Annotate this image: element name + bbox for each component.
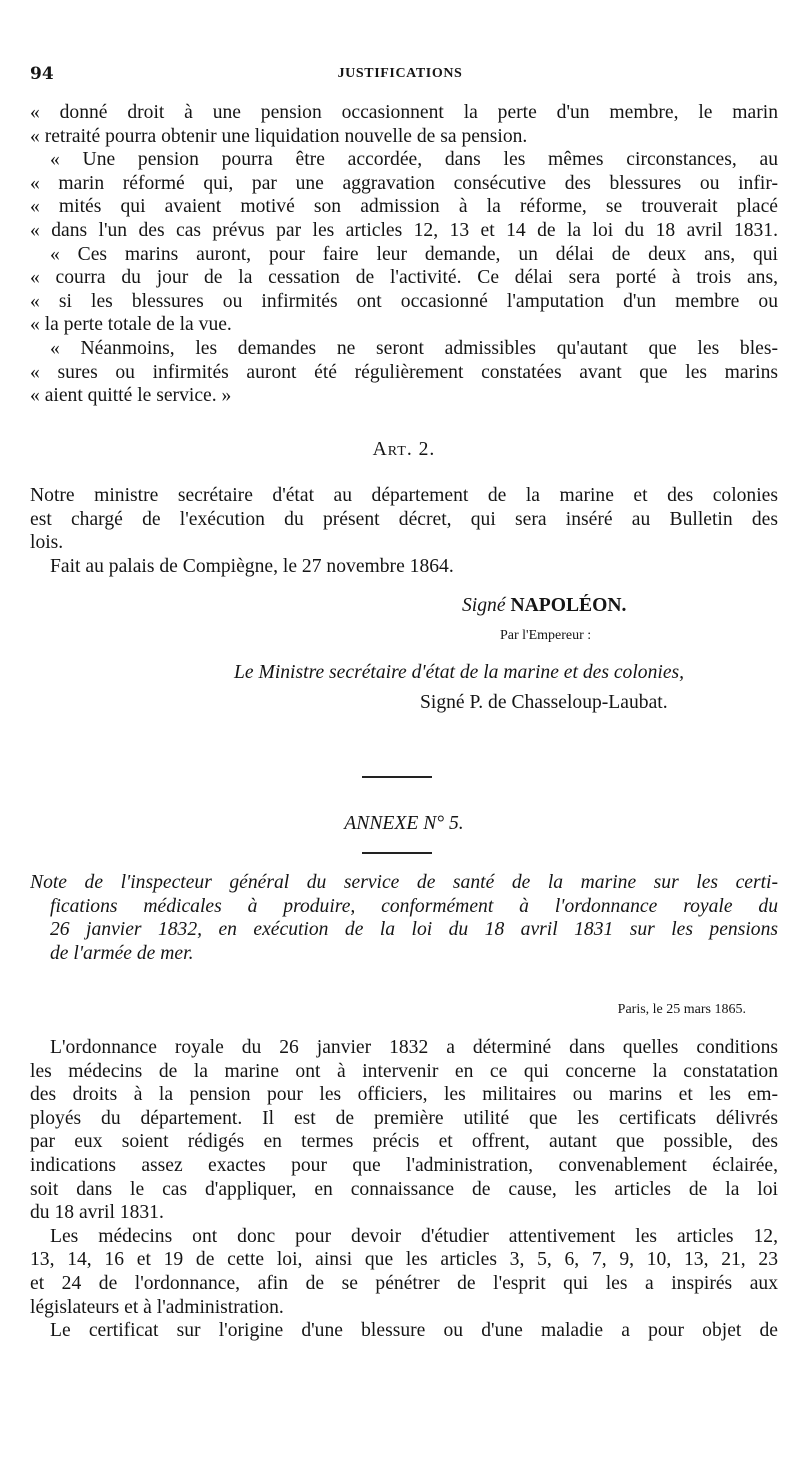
article-2-heading: Art. 2.: [372, 439, 436, 460]
text-line: « aient quitté le service. »: [30, 385, 232, 407]
text-line: « Une pension pourra être accordée, dans les mêmes circonstances, au: [50, 149, 778, 171]
text-line: « donné droit à une pension occasionnent la perte d'un membre, le marin: [30, 102, 778, 123]
text-line: L'ordonnance royale du 26 janvier 1832 a déterminé dans quelles conditions: [50, 1037, 778, 1058]
text-line: Fait au palais de Compiègne, le 27 novembre 1864.: [50, 555, 454, 577]
text-line: « retraité pourra obtenir une liquidation nouvelle de sa pension.: [30, 125, 528, 147]
text-line: par eux soient rédigés en termes précis et offrent, autant que possible, des: [30, 1131, 778, 1153]
text-line: « la perte totale de la vue.: [30, 314, 232, 336]
text-line: des droits à la pension pour les officiers, les militaires ou marins et les em-: [30, 1084, 778, 1106]
text-line: Notre ministre secrétaire d'état au département de la marine et des colonies: [30, 485, 778, 506]
text-line: du 18 avril 1831.: [30, 1202, 164, 1224]
text-line: est chargé de l'exécution du présent décret, qui sera inséré au Bulletin des: [30, 508, 778, 530]
decree-quoted-text: [30, 101, 778, 408]
by-emperor: Par l'Empereur :: [500, 627, 592, 643]
text-line: « si les blessures ou infirmités ont occasionné l'amputation d'un membre ou: [30, 290, 778, 312]
signature-block: [30, 594, 778, 714]
separator-rule: [362, 776, 432, 778]
minister-signature: Signé P. de Chasseloup-Laubat.: [420, 691, 668, 713]
note-body: [30, 1036, 778, 1343]
note-title: [30, 871, 778, 965]
article-2-text: [30, 484, 778, 578]
text-line: ployés du département. Il est de première utilité que les certificats délivrés: [30, 1107, 778, 1129]
signature-napoleon: [30, 594, 778, 618]
text-line: législateurs et à l'administration.: [30, 1296, 284, 1318]
text-line: les médecins de la marine ont à intervenir en ce qui concerne la constatation: [30, 1060, 778, 1082]
text-line: et 24 de l'ordonnance, afin de se pénétrer de l'esprit qui les a inspirés aux: [30, 1272, 778, 1294]
text-line: « mités qui avaient motivé son admission à la réforme, se trouverait placé: [30, 196, 778, 218]
text-line: 26 janvier 1832, en exécution de la loi du 18 avril 1831 sur les pensions: [50, 919, 778, 941]
running-head: JUSTIFICATIONS: [337, 66, 463, 81]
text-line: « Néanmoins, les demandes ne seront admissibles qu'autant que les bles-: [50, 337, 778, 359]
page-header: [30, 64, 770, 86]
page-number: 94: [30, 64, 54, 84]
text-line: de l'armée de mer.: [50, 942, 194, 964]
signed-label: Signé: [462, 595, 506, 616]
emperor-name: NAPOLÉON.: [510, 595, 627, 616]
text-line: fications médicales à produire, conformément à l'ordonnance royale du: [50, 895, 778, 917]
text-line: 13, 14, 16 et 19 de cette loi, ainsi que les articles 3, 5, 6, 7, 9, 10, 13, 21, 23: [30, 1249, 778, 1271]
dateline: Paris, le 25 mars 1865.: [617, 1002, 746, 1017]
text-line: lois.: [30, 532, 64, 554]
text-line: « marin réformé qui, par une aggravation consécutive des blessures ou infir-: [30, 172, 778, 194]
text-line: soit dans le cas d'appliquer, en connaissance de cause, les articles de la loi: [30, 1178, 778, 1200]
text-line: Note de l'inspecteur général du service de santé de la marine sur les certi-: [30, 872, 778, 893]
text-line: Le certificat sur l'origine d'une blessure ou d'une maladie a pour objet de: [50, 1320, 778, 1342]
annex-heading: ANNEXE N° 5.: [344, 813, 464, 834]
separator-rule: [362, 852, 432, 854]
text-line: « sures ou infirmités auront été régulièrement constatées avant que les marins: [30, 361, 778, 383]
text-line: « Ces marins auront, pour faire leur demande, un délai de deux ans, qui: [50, 243, 778, 265]
text-line: Les médecins ont donc pour devoir d'étudier attentivement les articles 12,: [50, 1225, 778, 1247]
minister-title: Le Ministre secrétaire d'état de la marine et des colonies,: [234, 662, 685, 684]
text-line: « dans l'un des cas prévus par les articles 12, 13 et 14 de la loi du 18 avril 1831.: [30, 219, 778, 241]
dateline-block: [30, 998, 746, 1022]
annex-heading-block: [30, 812, 778, 836]
text-line: « courra du jour de la cessation de l'activité. Ce délai sera porté à trois ans,: [30, 267, 778, 289]
text-line: indications assez exactes pour que l'administration, convenablement éclairée,: [30, 1154, 778, 1176]
article-heading: [30, 438, 778, 462]
